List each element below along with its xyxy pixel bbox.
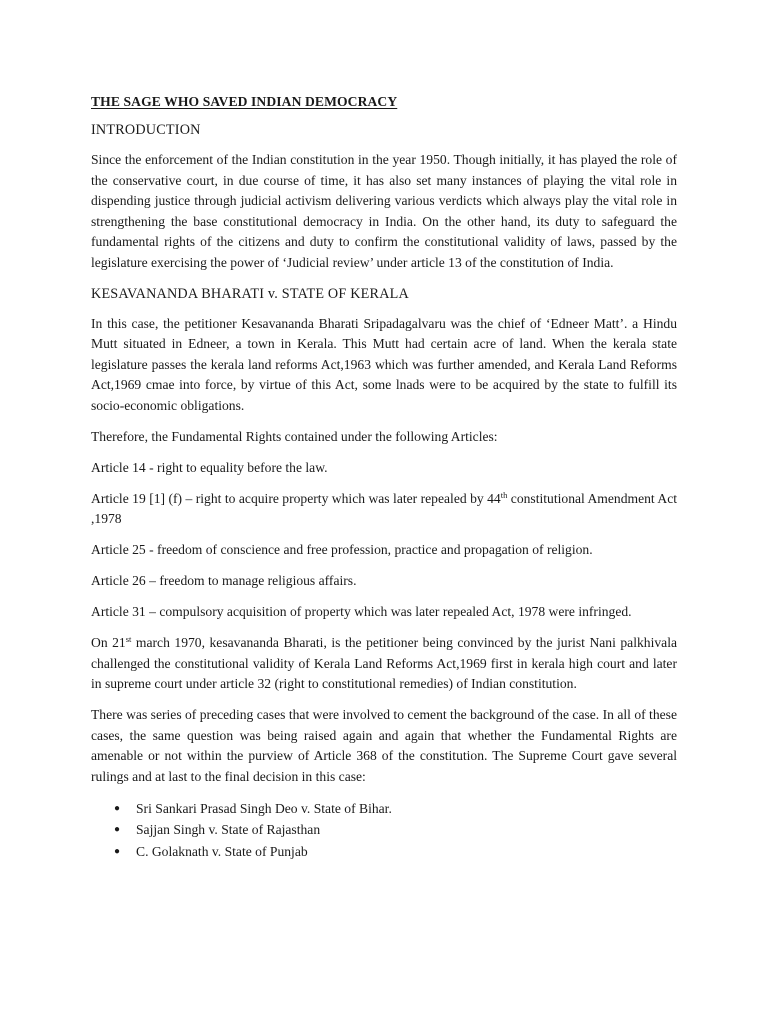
article-19-text: Article 19 [1] (f) – right to acquire property which was later repealed by 44 [91, 490, 501, 506]
petition-text: On 21 [91, 635, 126, 650]
petition-text-cont: march 1970, kesavananda Bharati, is the petitioner being convinced by the jurist Nani palkhivala challenged the constitutional validity of Kerala Land Reforms Act,1969 first in kerala high court and later in supreme court under article 32 (right to constitutional remedies) of Indian constitution. [91, 635, 678, 691]
introduction-paragraph: Since the enforcement of the Indian constitution in the year 1950. Though initially, it has played the role of the conservative court, in due course of time, it has also set many instances of playing the vital role in dispending justice through judicial activism delivering various verdicts which always play the vital role in strengthening the base constitutional democracy in India. On the other hand, its duty to safeguard the fundamental rights of the citizens and duty to confirm the constitutional validity of laws, passed by the legislature exercising the power of ‘Judicial review’ under article 13 of the constitution of India. [91, 152, 677, 270]
case-heading: KESAVANANDA BHARATI v. STATE OF KERALA [91, 285, 409, 302]
bullet-icon: ● [114, 802, 121, 814]
article-14: Article 14 - right to equality before the law. [91, 459, 328, 475]
petition-paragraph [91, 633, 677, 695]
case-name: Sajjan Singh v. State of Rajasthan [136, 822, 321, 837]
document-content [91, 92, 677, 862]
bullet-icon: ● [114, 824, 121, 835]
case-list [91, 798, 677, 863]
case-name: C. Golaknath v. State of Punjab [136, 843, 308, 859]
article-26: Article 26 – freedom to manage religious affairs. [91, 573, 357, 588]
list-item [91, 841, 677, 863]
rights-intro: Therefore, the Fundamental Rights contained under the following Articles: [91, 428, 498, 444]
case-paragraph: In this case, the petitioner Kesavananda Bharati Sripadagalvaru was the chief of ‘Edneer Matt’. a Hindu Mutt situated in Edneer, a town in Kerala. This Mutt had certain acre of land. When the kerala state legislature passes the kerala land reforms Act,1963 which was further amended, and Kerala Land Reforms Act,1969 cmae into force, by virtue of this Act, some lnads were to be acquired by the state to fulfill its socio-economic obligations. [91, 315, 677, 413]
document-title: THE SAGE WHO SAVED INDIAN DEMOCRACY [91, 94, 398, 109]
introduction-heading: INTRODUCTION [91, 122, 201, 138]
list-item [91, 819, 677, 841]
ordinal-suffix: th [500, 489, 508, 500]
case-name: Sri Sankari Prasad Singh Deo v. State of Bihar. [136, 800, 392, 816]
list-item [91, 798, 677, 820]
bullet-icon: ● [114, 845, 121, 857]
article-25: Article 25 - freedom of conscience and free profession, practice and propagation of religion. [91, 542, 593, 557]
series-paragraph: There was series of preceding cases that were involved to cement the background of the case. In all of these cases, the same question was being raised again and again that whether the Fundamental Rights are amenable or not within the purview of Article 368 of the constitution. The Supreme Court gave several rulings and at last to the final decision in this case: [91, 707, 677, 784]
ordinal-suffix: st [125, 634, 132, 644]
article-31: Article 31 – compulsory acquisition of property which was later repealed Act, 1978 were infringed. [91, 604, 632, 619]
article-19-text-cont: constitutional Amendment Act ,1978 [91, 490, 678, 526]
article-19 [91, 489, 677, 530]
